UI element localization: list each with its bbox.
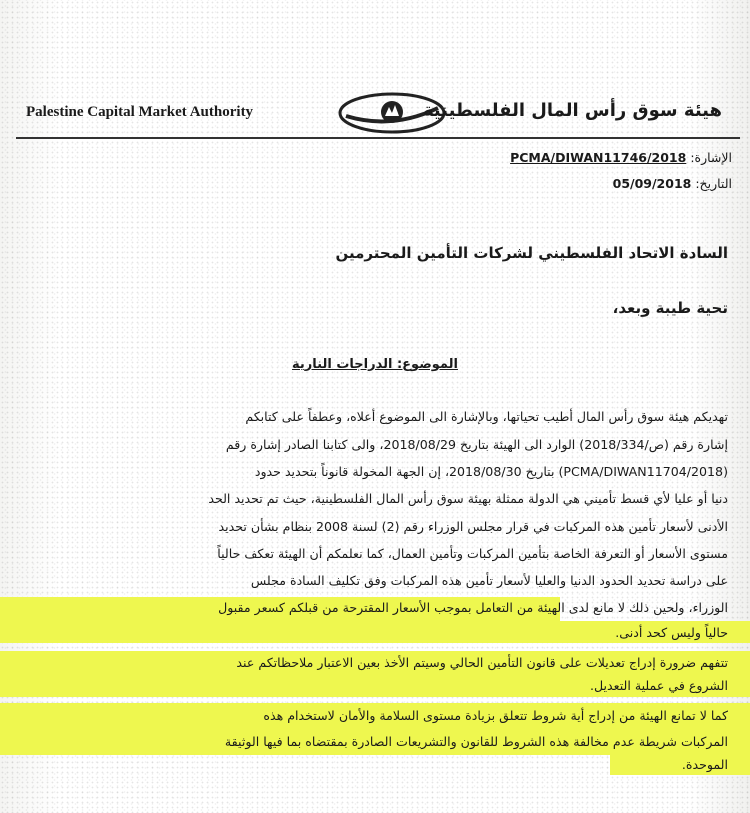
reference-line <box>510 150 732 165</box>
body-line: الموحدة. <box>681 757 728 772</box>
highlight-mark <box>610 755 750 775</box>
body-line: (PCMA/DIWAN11704/2018) بتاريخ 2018/08/30، إن الجهة المخولة قانوناً بتحديد حدود <box>254 464 728 479</box>
body-line: المركبات شريطة عدم مخالفة هذه الشروط للقانون والتشريعات الصادرة بمقتضاه بما فيها الوثيقة <box>224 734 728 749</box>
addressee: السادة الاتحاد الفلسطيني لشركات التأمين المحترمين <box>335 244 728 262</box>
date-label: التاريخ: <box>695 176 732 191</box>
org-name-arabic: هيئة سوق رأس المال الفلسطينية <box>422 100 722 121</box>
date-line <box>613 176 732 191</box>
body-line: الوزراء، ولحين ذلك لا مانع لدى الهيئة من التعامل بموجب الأسعار المقترحة من قبلكم كسعر مقبول <box>218 600 728 615</box>
body-line: الشروع في عملية التعديل. <box>589 678 728 693</box>
body-line: دنيا أو عليا لأي قسط تأميني هي الدولة ممثلة بهيئة سوق رأس المال الفلسطينية، حيث تم تحديد الحد <box>208 491 728 506</box>
reference-label: الإشارة: <box>690 150 732 165</box>
greeting: تحية طيبة وبعد، <box>612 299 728 317</box>
header-divider <box>16 137 740 139</box>
body-line: تهديكم هيئة سوق رأس المال أطيب تحياتها، وبالإشارة الى الموضوع أعلاه، وعطفاً على كتابكم <box>245 409 728 424</box>
org-name-english: Palestine Capital Market Authority <box>26 104 254 120</box>
body-line: كما لا تمانع الهيئة من إدراج أية شروط تتعلق بزيادة مستوى السلامة والأمان لاستخدام هذه <box>263 708 728 723</box>
date-value: 05/09/2018 <box>612 176 692 191</box>
body-line: تتفهم ضرورة إدراج تعديلات على قانون التأمين الحالي وسيتم الأخذ بعين الاعتبار ملاحظاتكم عند <box>236 655 728 670</box>
subject-heading: الموضوع: الدراجات النارية <box>292 357 458 372</box>
body-line: على دراسة تحديد الحدود الدنيا والعليا لأسعار تأمين هذه المركبات وفق تكليف السادة مجلس <box>250 573 728 588</box>
body-line: إشارة رقم (ص/2018/334) الوارد الى الهيئة بتاريخ 2018/08/29، والى كتابنا الصادر إشارة رقم <box>225 437 728 452</box>
body-line: الأدنى لأسعار تأمين هذه المركبات في قرار مجلس الوزراء رقم (2) لسنة 2008 بنظام بشأن تحديد <box>218 519 728 534</box>
body-line: حالياً وليس كحد أدنى. <box>615 625 728 640</box>
body-line: مستوى الأسعار أو التعرفة الخاصة بتأمين المركبات وتأمين العمال، كما نعلمكم أن الهيئة تعكف حالياً <box>217 546 728 561</box>
reference-number: PCMA/DIWAN11746/2018 <box>510 150 687 165</box>
